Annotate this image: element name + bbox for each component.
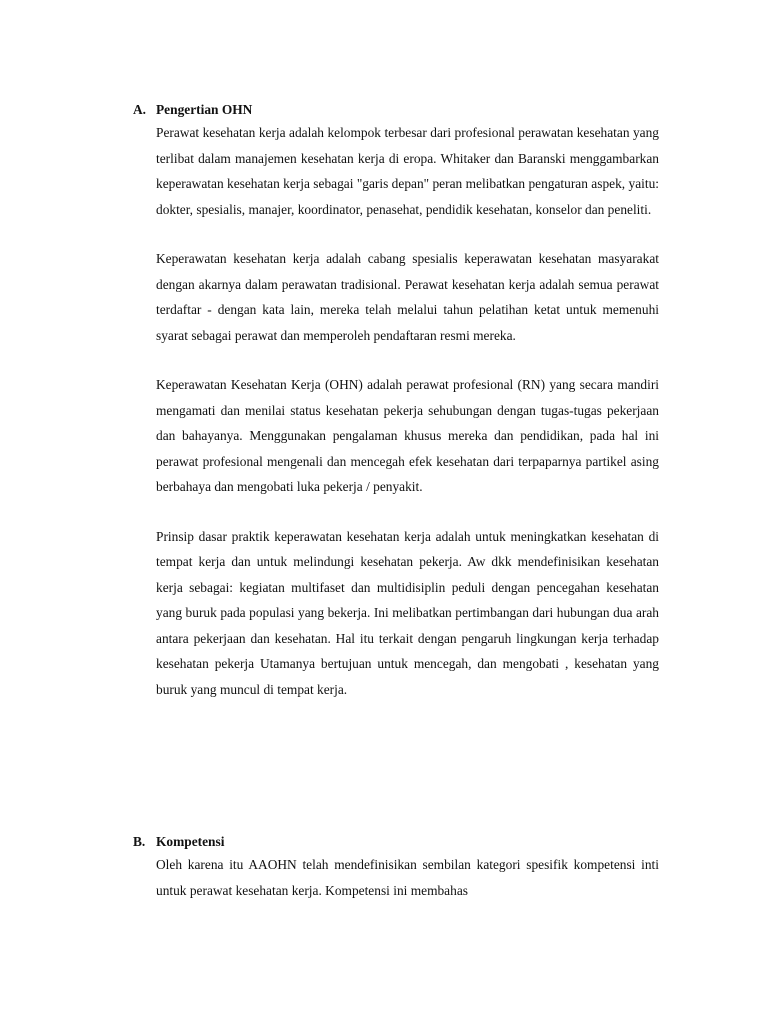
section-kompetensi xyxy=(133,832,659,903)
section-title: Pengertian OHN xyxy=(156,102,253,117)
section-heading xyxy=(133,832,659,852)
section-letter: A. xyxy=(133,102,147,117)
section-letter: B. xyxy=(133,834,146,849)
section-pengertian-ohn xyxy=(133,100,659,702)
paragraph: Oleh karena itu AAOHN telah mendefinisikan sembilan kategori spesifik kompetensi inti untuk perawat kesehatan kerja. Kompetensi ini membahas xyxy=(156,857,659,898)
paragraph: Keperawatan kesehatan kerja adalah cabang spesialis keperawatan kesehatan masyarakat dengan akarnya dalam perawatan tradisional. Perawat kesehatan kerja adalah semua perawat terdaftar - dengan kata lain, mereka telah melalui tahun pelatihan ketat untuk memenuhi syarat sebagai perawat dan memperoleh pendaftaran resmi mereka. xyxy=(156,251,659,343)
paragraph: Keperawatan Kesehatan Kerja (OHN) adalah perawat profesional (RN) yang secara mandiri mengamati dan menilai status kesehatan pekerja sehubungan dengan tugas-tugas pekerjaan dan bahayanya. Menggunakan pengalaman khusus mereka dan pendidikan, pada hal ini perawat profesional mengenali dan mencegah efek kesehatan dari terpaparnya partikel asing berbahaya dan mengobati luka pekerja / penyakit. xyxy=(156,377,659,494)
section-title: Kompetensi xyxy=(156,834,225,849)
section-heading xyxy=(133,100,659,120)
paragraph: Perawat kesehatan kerja adalah kelompok terbesar dari profesional perawatan kesehatan yang terlibat dalam manajemen kesehatan kerja di eropa. Whitaker dan Baranski menggambarkan keperawatan kesehatan kerja sebagai "garis depan" peran melibatkan pengaturan aspek, yaitu: dokter, spesialis, manajer, koordinator, penasehat, pendidik kesehatan, konselor dan peneliti. xyxy=(156,125,659,217)
paragraph: Prinsip dasar praktik keperawatan kesehatan kerja adalah untuk meningkatkan kesehatan di tempat kerja dan untuk melindungi kesehatan pekerja. Aw dkk mendefinisikan kesehatan kerja sebagai: kegiatan multifaset dan multidisiplin peduli dengan pencegahan kesehatan yang buruk pada populasi yang bekerja. Ini melibatkan pertimbangan dari hubungan dua arah antara pekerjaan dan kesehatan. Hal itu terkait dengan pengaruh lingkungan kerja terhadap kesehatan pekerja Utamanya bertujuan untuk mencegah, dan mengobati , kesehatan yang buruk yang muncul di tempat kerja. xyxy=(156,528,659,697)
section-body xyxy=(156,852,659,903)
section-body xyxy=(156,120,659,702)
